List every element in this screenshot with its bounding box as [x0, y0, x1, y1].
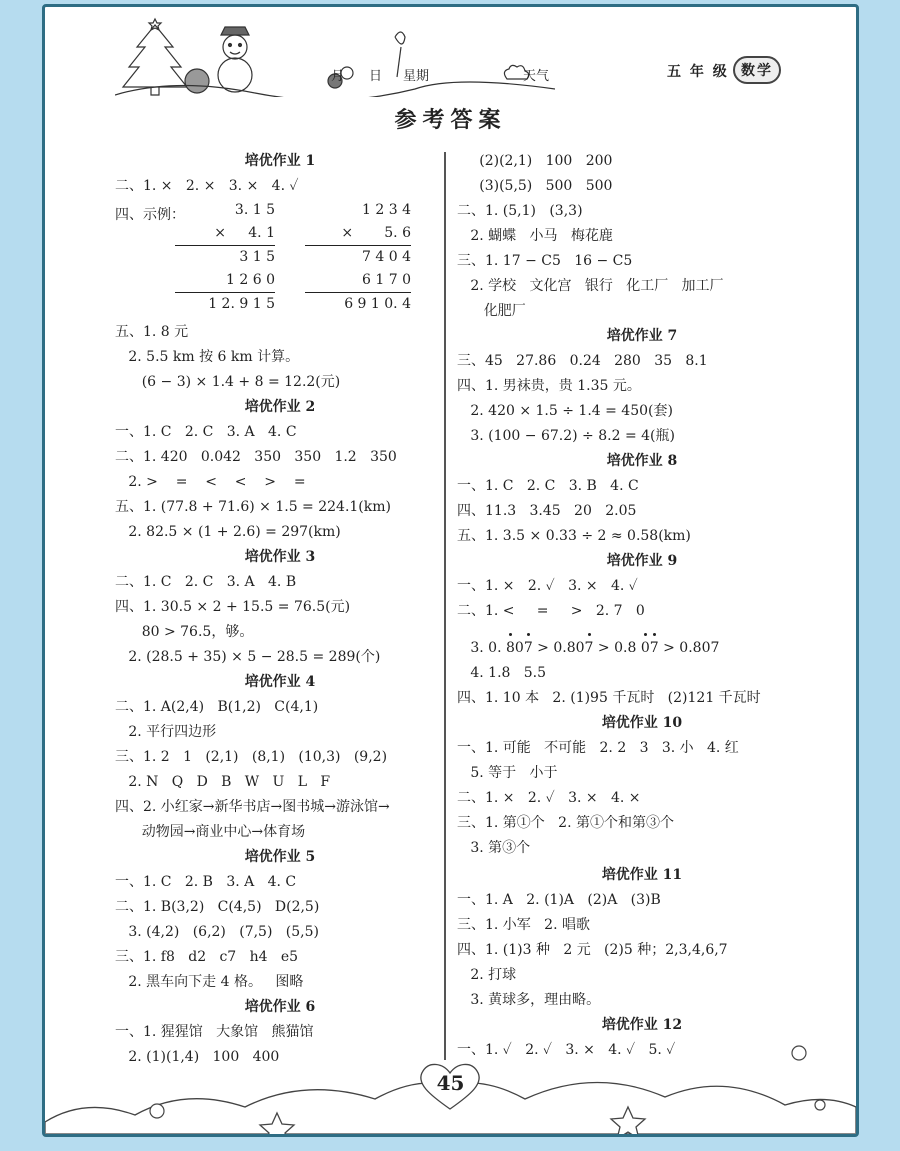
section-heading: 培优作业 12 [601, 1017, 683, 1033]
section-heading: 培优作业 6 [244, 999, 316, 1015]
section-heading: 培优作业 8 [606, 453, 678, 469]
subject-badge: 数学 [733, 56, 781, 84]
answer-line: 二、1. A(2,4) B(1,2) C(4,1) [115, 699, 319, 715]
section-heading: 培优作业 3 [244, 549, 316, 565]
answer-line: 2. 420 × 1.5 ÷ 1.4 = 450(套) [457, 403, 673, 419]
answer-line: 2. 平行四边形 [115, 724, 217, 740]
answer-line: 三、1. 小军 2. 唱歌 [457, 917, 590, 933]
answer-line: 5. 等于 小于 [457, 765, 558, 781]
answer-label: 四、示例： [115, 207, 185, 223]
answer-line: 二、1. B(3,2) C(4,5) D(2,5) [115, 899, 320, 915]
vertical-multiplication-2: 1 2 3 4 × 5. 6 7 4 0 4 6 1 7 0 6 9 1 0. 4 [305, 199, 411, 316]
repeat-dot-digit: 7 [650, 636, 659, 661]
answer-page [42, 4, 859, 1137]
page-title: 参考答案 [394, 107, 507, 133]
answer-line: 2. 学校 文化宫 银行 化工厂 加工厂 [457, 278, 724, 294]
answer-line: 一、1. C 2. C 3. A 4. C [115, 424, 297, 440]
section-heading: 培优作业 1 [244, 153, 316, 169]
day-label: 日 [369, 69, 383, 84]
answer-line: 四、1. 男袜贵，贵 1.35 元。 [457, 378, 641, 394]
answer-line: 二、1. × 2. × 3. × 4. ✓ [115, 178, 299, 194]
answer-line: 四、11.3 3.45 20 2.05 [457, 503, 637, 519]
answer-line: 80 > 76.5，够。 [115, 624, 254, 640]
answer-line: 3. 第③个 [457, 840, 531, 856]
answer-line: 三、1. 第①个 2. 第①个和第③个 [457, 815, 674, 831]
answer-line: 五、1. 8 元 [115, 324, 189, 340]
answer-line: 2. 82.5 × (1 + 2.6) = 297(km) [115, 524, 341, 540]
answer-line: 三、1. 17 − C5 16 − C5 [457, 253, 633, 269]
answer-line: 一、1. 猩猩馆 大象馆 熊猫馆 [115, 1024, 314, 1040]
answer-line: 3. (4,2) (6,2) (7,5) (5,5) [115, 924, 319, 940]
repeat-dot-digit: 7 [585, 636, 594, 661]
section-heading: 培优作业 10 [601, 715, 683, 731]
bubble-icon [792, 1046, 806, 1060]
section-heading: 培优作业 4 [244, 674, 316, 690]
answer-line: 三、1. f8 d2 c7 h4 e5 [115, 949, 299, 965]
answer-line: 2. > = < < > = [115, 474, 306, 490]
answer-line: 四、1. 10 本 2. (1)95 千瓦时 (2)121 千瓦时 [457, 690, 761, 706]
answer-line: 五、1. 3.5 × 0.33 ÷ 2 ≈ 0.58(km) [457, 528, 691, 544]
answer-line: 2. (1)(1,4) 100 400 [115, 1049, 280, 1065]
snowman-icon [218, 27, 252, 92]
month-label: 月 [331, 69, 345, 84]
answer-line: 动物园→商业中心→体育场 [115, 824, 306, 840]
answer-line: 三、1. 2 1 (2,1) (8,1) (10,3) (9,2) [115, 749, 388, 765]
answer-line: (6 − 3) × 1.4 + 8 = 12.2(元) [115, 374, 341, 390]
section-heading: 培优作业 9 [606, 553, 678, 569]
section-heading: 培优作业 11 [601, 867, 683, 883]
answer-line: 一、1. 可能 不可能 2. 2 3 3. 小 4. 红 [457, 740, 739, 756]
answer-line: 一、1. A 2. (1)A (2)A (3)B [457, 892, 661, 908]
grade-label: 五 年 级 [667, 64, 729, 80]
vertical-multiplication-1: 3. 1 5 × 4. 1 3 1 5 1 2 6 0 1 2. 9 1 5 [175, 199, 275, 316]
answer-line: (3)(5,5) 500 500 [457, 178, 613, 194]
answer-line: 二、1. 420 0.042 350 350 1.2 350 [115, 449, 397, 465]
answer-line: 2. 蝴蝶 小马 梅花鹿 [457, 228, 613, 244]
answer-line: 一、1. ✓ 2. ✓ 3. × 4. ✓ 5. ✓ [457, 1042, 676, 1058]
answer-line: 二、1. C 2. C 3. A 4. B [115, 574, 297, 590]
section-heading: 培优作业 5 [244, 849, 316, 865]
bubble-icon [150, 1104, 164, 1118]
answer-line: 四、2. 小红家→新华书店→图书城→游泳馆→ [115, 799, 390, 815]
repeating-decimal-line: 3. 0. 807 > 0.807 > 0.8 07 > 0.807 [457, 636, 827, 661]
answer-line: 一、1. C 2. C 3. B 4. C [457, 478, 639, 494]
bubble-icon [815, 1100, 825, 1110]
answer-line: 一、1. C 2. B 3. A 4. C [115, 874, 297, 890]
header-decoration [115, 17, 555, 97]
answer-line: 3. (100 − 67.2) ÷ 8.2 = 4(瓶) [457, 428, 675, 444]
answer-line: 2. N Q D B W U L F [115, 774, 331, 790]
answer-line: 化肥厂 [457, 303, 526, 319]
section-heading: 培优作业 7 [606, 328, 678, 344]
answer-line: 2. (28.5 + 35) × 5 − 28.5 = 289(个) [115, 649, 381, 665]
answer-line: 四、1. 30.5 × 2 + 15.5 = 76.5(元) [115, 599, 351, 615]
page-number: 45 [436, 1071, 465, 1095]
answer-line: 2. 黑车向下走 4 格。 图略 [115, 974, 304, 990]
answer-line: 2. 5.5 km 按 6 km 计算。 [115, 349, 300, 365]
weather-label: 天气 [523, 69, 550, 84]
answer-line: 二、1. < = > 2. 7 0 [457, 603, 645, 619]
answer-line: 三、45 27.86 0.24 280 35 8.1 [457, 353, 708, 369]
repeat-dot-digit: 7 [524, 636, 533, 661]
answer-line: 二、1. × 2. ✓ 3. × 4. × [457, 790, 641, 806]
answer-line: 二、1. (5,1) (3,3) [457, 203, 583, 219]
right-column [457, 149, 827, 1063]
multiplication-examples [115, 199, 445, 312]
answer-line: 4. 1.8 5.5 [457, 665, 547, 681]
answer-line: 一、1. × 2. ✓ 3. × 4. ✓ [457, 578, 638, 594]
answer-line: 3. 黄球多，理由略。 [457, 992, 601, 1008]
weekday-label: 星期 [403, 69, 430, 84]
section-heading: 培优作业 2 [244, 399, 316, 415]
answer-line: (2)(2,1) 100 200 [457, 153, 613, 169]
repeat-dot-digit: 8 [506, 636, 515, 661]
answer-line: 2. 打球 [457, 967, 517, 983]
repeat-dot-digit: 0 [641, 636, 650, 661]
christmas-tree-icon [123, 19, 187, 95]
answer-line: 五、1. (77.8 + 71.6) × 1.5 = 224.1(km) [115, 499, 391, 515]
answer-line: 四、1. (1)3 种 2 元 (2)5 种；2,3,4,6,7 [457, 942, 728, 958]
left-column [115, 149, 445, 1070]
